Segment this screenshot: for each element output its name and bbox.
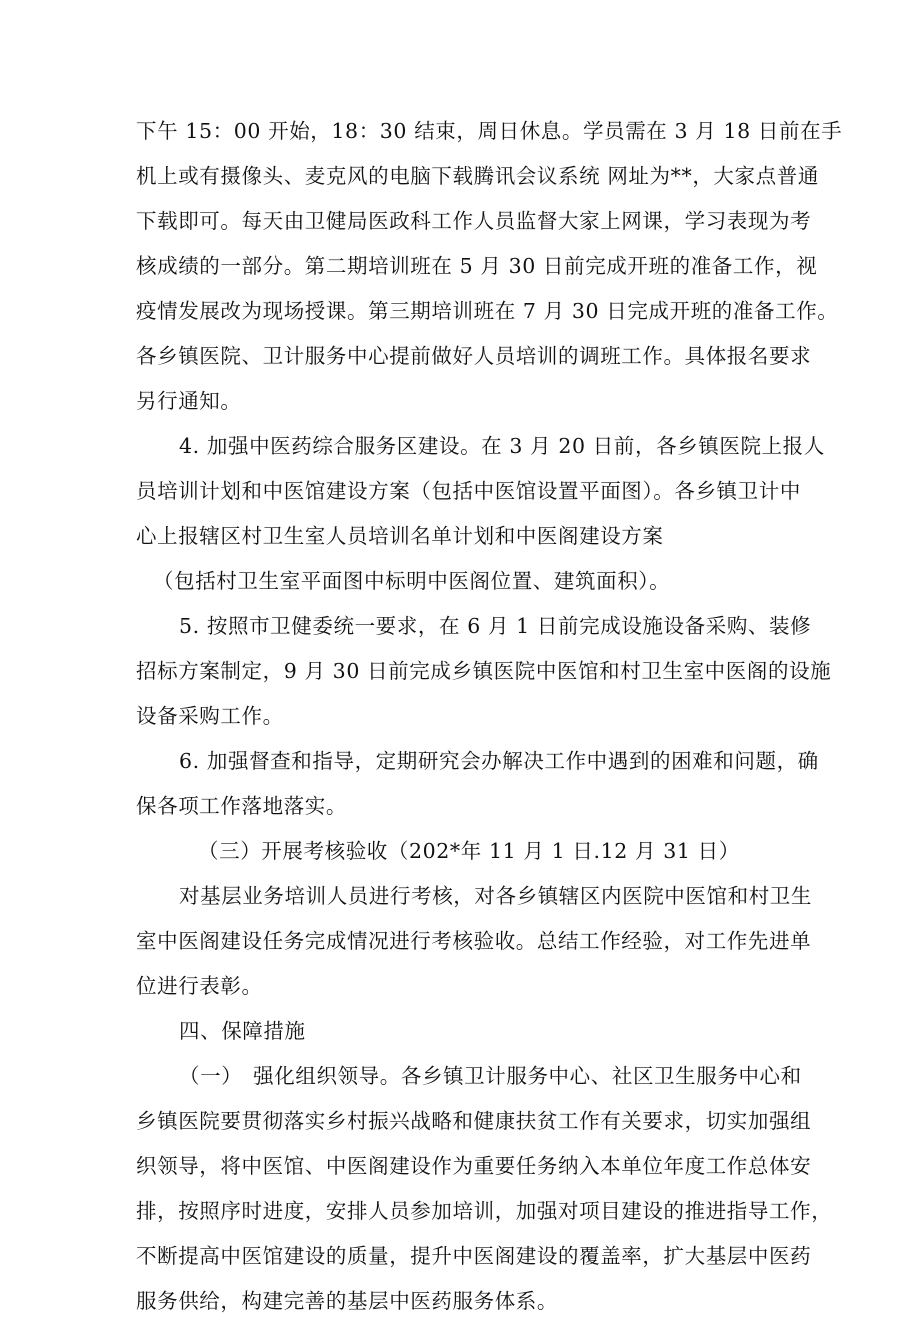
paragraph-line: 4. 加强中医药综合服务区建设。在 3 月 20 日前，各乡镇医院上报人 (179, 434, 825, 458)
paragraph-line: 员培训计划和中医馆建设方案（包括中医馆设置平面图）。各乡镇卫计中 (136, 479, 801, 503)
paragraph-line: 对基层业务培训人员进行考核，对各乡镇辖区内医院中医馆和村卫生 (179, 884, 812, 908)
paragraph-line: 设备采购工作。 (136, 704, 284, 728)
paragraph-line: （一） 强化组织领导。各乡镇卫计服务中心、社区卫生服务中心和 (179, 1064, 802, 1088)
paragraph-line: 乡镇医院要贯彻落实乡村振兴战略和健康扶贫工作有关要求，切实加强组 (136, 1109, 812, 1133)
paragraph-line: 疫情发展改为现场授课。第三期培训班在 7 月 30 日完成开班的准备工作。 (136, 299, 839, 323)
paragraph-line: 心上报辖区村卫生室人员培训名单计划和中医阁建设方案 (136, 524, 664, 548)
paragraph-line: 另行通知。 (136, 389, 242, 413)
paragraph-line: 服务供给，构建完善的基层中医药服务体系。 (136, 1289, 558, 1313)
paragraph-line: 排，按照序时进度，安排人员参加培训，加强对项目建设的推进指导工作， (136, 1199, 833, 1223)
paragraph-line: 位进行表彰。 (136, 974, 263, 998)
paragraph-line: 不断提高中医馆建设的质量，提升中医阁建设的覆盖率，扩大基层中医药 (136, 1244, 812, 1268)
paragraph-line: 6. 加强督查和指导，定期研究会办解决工作中遇到的困难和问题，确 (179, 749, 819, 773)
paragraph-line: 机上或有摄像头、麦克风的电脑下载腾讯会议系统 网址为**，大家点普通 (136, 164, 819, 188)
paragraph-line: 室中医阁建设任务完成情况进行考核验收。总结工作经验，对工作先进单 (136, 929, 812, 953)
paragraph-line: （包括村卫生室平面图中标明中医阁位置、建筑面积）。 (153, 569, 671, 593)
section-heading: （三）开展考核验收（202*年 11 月 1 日.12 月 31 日） (198, 839, 740, 863)
paragraph-line: 招标方案制定，9 月 30 日前完成乡镇医院中医馆和村卫生室中医阁的设施 (136, 659, 832, 683)
paragraph-line: 核成绩的一部分。第二期培训班在 5 月 30 日前完成开班的准备工作，视 (136, 254, 818, 278)
paragraph-line: 下载即可。每天由卫健局医政科工作人员监督大家上网课，学习表现为考 (136, 209, 812, 233)
paragraph-line: 下午 15：00 开始，18：30 结束，周日休息。学员需在 3 月 18 日前在手 (136, 119, 843, 143)
paragraph-line: 织领导，将中医馆、中医阁建设作为重要任务纳入本单位年度工作总体安 (136, 1154, 812, 1178)
paragraph-line: 保各项工作落地落实。 (136, 794, 347, 818)
paragraph-line: 5. 按照市卫健委统一要求，在 6 月 1 日前完成设施设备采购、装修 (179, 614, 812, 638)
section-heading: 四、保障措施 (179, 1019, 306, 1043)
paragraph-line: 各乡镇医院、卫计服务中心提前做好人员培训的调班工作。具体报名要求 (136, 344, 812, 368)
